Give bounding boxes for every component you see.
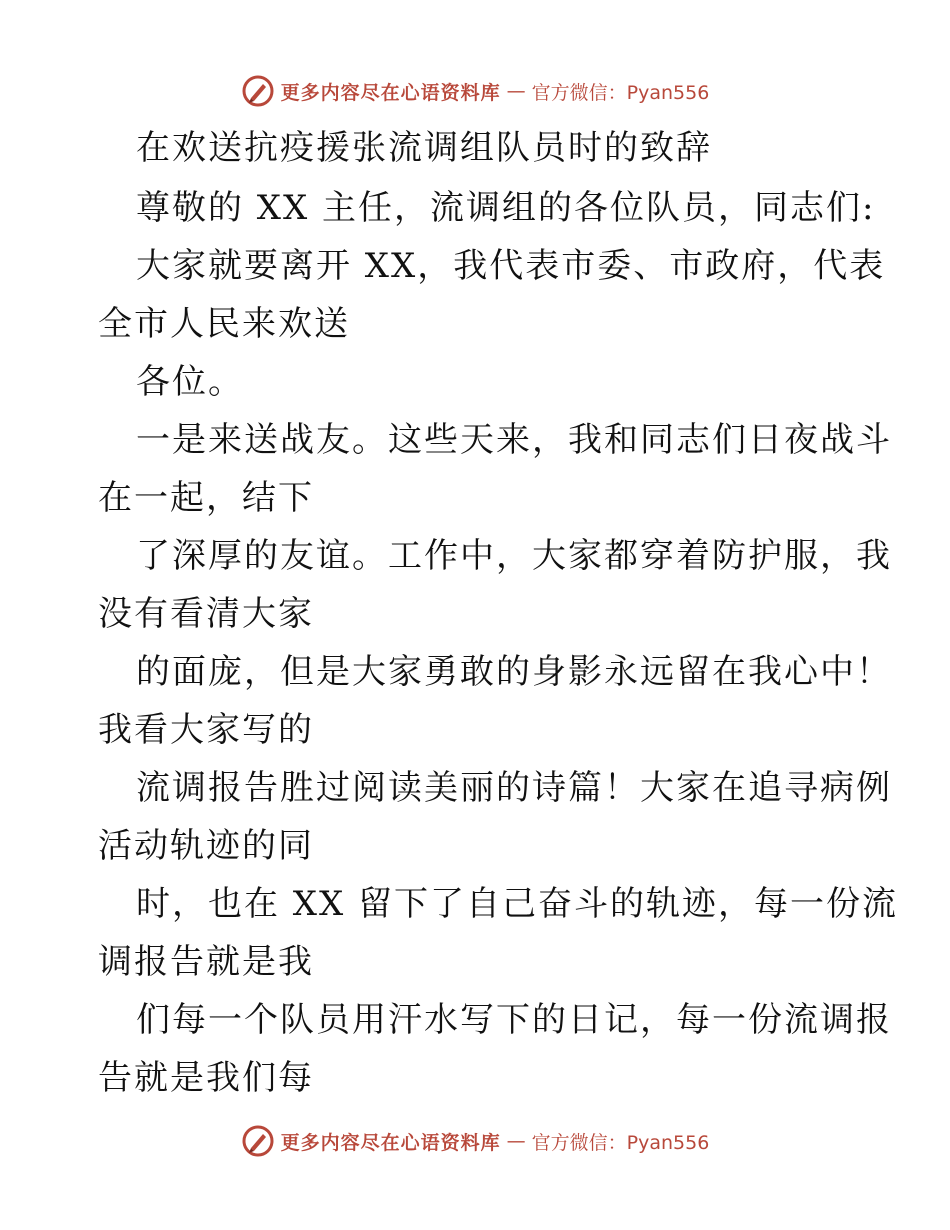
banner-separator: — [506,1130,526,1152]
paragraph-line: 了深厚的友谊。工作中，大家都穿着防护服，我 [136,536,892,576]
banner-wechat-text: 官方微信：Pyan556 [531,1131,710,1154]
paragraph-line: 我看大家写的 [98,710,314,750]
paragraph-line: 调报告就是我 [98,942,314,982]
document-title: 在欢送抗疫援张流调组队员时的致辞 [136,128,712,168]
paragraph-line: 在一起，结下 [98,478,314,518]
paragraph-line: 活动轨迹的同 [98,826,314,866]
banner-separator: — [506,80,526,102]
paragraph-line: 的面庞，但是大家勇敢的身影永远留在我心中！ [136,652,892,692]
pen-logo-icon [241,1124,275,1158]
paragraph-line: 告就是我们每 [98,1058,314,1098]
paragraph-line: 时，也在 XX 留下了自己奋斗的轨迹，每一份流 [136,884,899,924]
banner-main-text: 更多内容尽在心语资料库 [280,81,501,104]
paragraph-line: 大家就要离开 XX，我代表市委、市政府，代表 [136,246,886,286]
paragraph-line: 没有看清大家 [98,594,314,634]
paragraph-line: 流调报告胜过阅读美丽的诗篇！大家在追寻病例 [136,768,892,808]
header-banner [0,74,950,108]
banner-wechat-text: 官方微信：Pyan556 [531,81,710,104]
paragraph-line: 一是来送战友。这些天来，我和同志们日夜战斗 [136,420,892,460]
paragraph-line: 各位。 [136,362,244,402]
salutation-line: 尊敬的 XX 主任，流调组的各位队员，同志们: [136,188,876,228]
banner-main-text: 更多内容尽在心语资料库 [280,1131,501,1154]
paragraph-line: 全市人民来欢送 [98,304,350,344]
footer-banner [0,1124,950,1158]
pen-logo-icon [241,74,275,108]
paragraph-line: 们每一个队员用汗水写下的日记，每一份流调报 [136,1000,892,1040]
